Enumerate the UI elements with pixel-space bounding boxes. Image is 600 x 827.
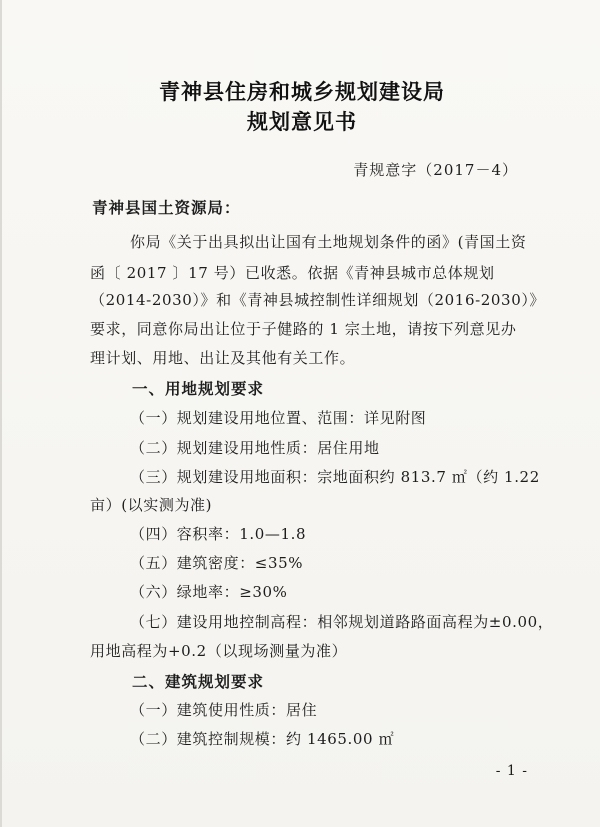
land-use-item: （五）建筑密度：≤35%	[130, 554, 304, 572]
land-use-item: （三）规划建设用地面积：宗地面积约 813.7 ㎡（约 1.22	[130, 468, 540, 486]
building-item: （一）建筑使用性质：居住	[130, 701, 318, 719]
building-item: （二）建筑控制规模：约 1465.00 ㎡	[130, 730, 395, 748]
land-use-item: 用地高程为+0.2（以现场测量为准）	[90, 642, 348, 660]
body-line: 理计划、用地、出让及其他有关工作。	[90, 349, 356, 367]
land-use-item: 亩）(以实测为准)	[90, 496, 213, 514]
document-number: 青规意字（2017－4）	[353, 161, 518, 179]
document-subtitle: 规划意见书	[247, 110, 357, 134]
land-use-item: （四）容积率：1.0—1.8	[130, 525, 307, 543]
body-line: 函〔 2017 〕17 号）已收悉。依据《青神县城市总体规划	[90, 264, 495, 282]
page-number: - 1 -	[495, 763, 528, 779]
land-use-item: （一）规划建设用地位置、范围：详见附图	[130, 409, 427, 427]
land-use-item: （七）建设用地控制高程：相邻规划道路路面高程为±0.00，	[130, 613, 554, 631]
section-heading-land-use: 一、用地规划要求	[132, 380, 265, 398]
body-line: （2014-2030）》和《青神县城控制性详细规划（2016-2030）》	[90, 291, 546, 309]
body-line: 你局《关于出具拟出让国有土地规划条件的函》(青国土资	[130, 233, 527, 251]
land-use-item: （二）规划建设用地性质：居住用地	[130, 439, 380, 457]
section-heading-building: 二、建筑规划要求	[132, 673, 265, 691]
addressee: 青神县国土资源局：	[92, 199, 241, 217]
document-title: 青神县住房和城乡规划建设局	[159, 80, 445, 104]
body-line: 要求，同意你局出让位于子健路的 1 宗土地，请按下列意见办	[90, 320, 517, 338]
land-use-item: （六）绿地率：≥30%	[130, 583, 288, 601]
